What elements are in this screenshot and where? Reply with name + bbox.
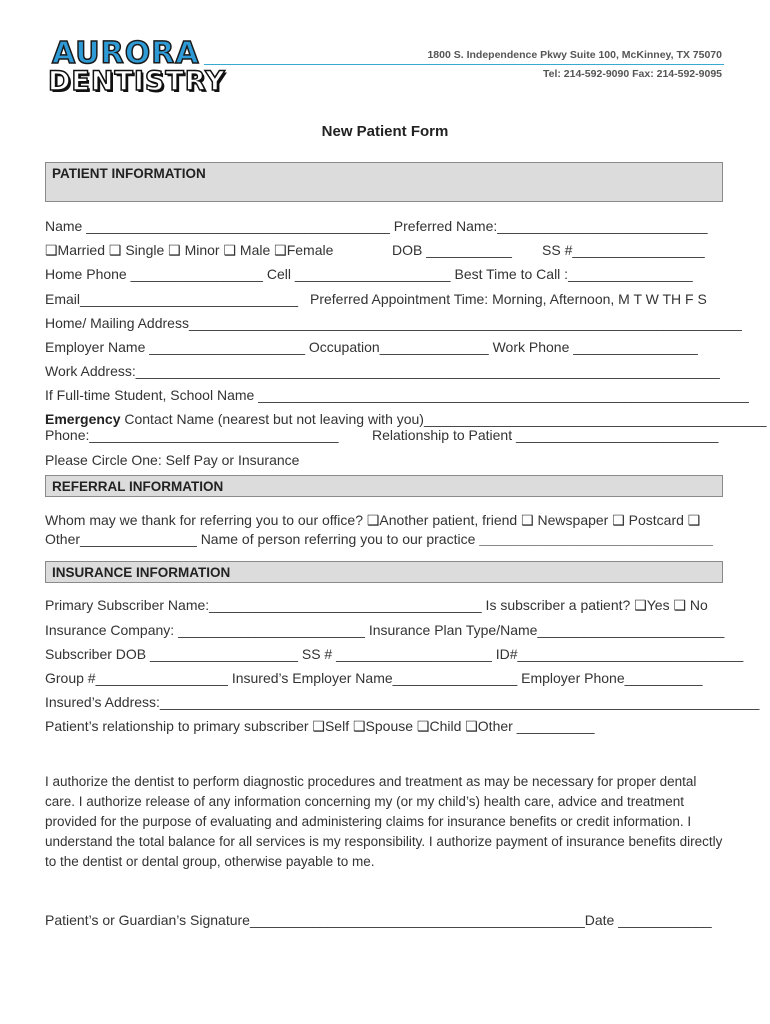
name-field-line[interactable]: Name _______________________________________ Preferred Name:___________________________: [45, 218, 708, 234]
referral-name-field[interactable]: [45, 531, 713, 548]
emergency-contact-text: Contact Name (nearest but not leaving with you)____________________________________________: [120, 411, 767, 427]
emergency-phone-field[interactable]: Phone:________________________________: [45, 427, 339, 443]
section-title: PATIENT INFORMATION: [52, 166, 206, 181]
referral-information-header: [45, 475, 723, 497]
aurora-dentistry-logo: [48, 36, 226, 98]
referral-source-checkboxes[interactable]: Whom may we thank for referring you to our office? ❑Another patient, friend ❑ Newspaper ❑ Postcard ❑: [45, 512, 701, 528]
insurance-information-header: [45, 561, 723, 583]
mailing-address-field[interactable]: Home/ Mailing Address_______________________________________________________________________: [45, 315, 742, 331]
group-employer-field[interactable]: Group #_________________ Insured’s Employer Name________________ Employer Phone__________: [45, 670, 703, 686]
practice-contact: Tel: 214-592-9090 Fax: 214-592-9095: [542, 68, 722, 80]
subscriber-dob-field[interactable]: Subscriber DOB ___________________ SS # ____________________ ID#_____________________________: [45, 646, 744, 662]
insured-address-field[interactable]: Insured’s Address:_____________________________________________________________________________: [45, 694, 760, 710]
emergency-relationship-field[interactable]: Relationship to Patient __________________________: [372, 427, 719, 443]
section-title: REFERRAL INFORMATION: [52, 479, 224, 494]
marital-gender-checkboxes[interactable]: ❑Married ❑ Single ❑ Minor ❑ Male ❑Female: [45, 242, 334, 258]
practice-address: 1800 S. Independence Pkwy Suite 100, McKinney, TX 75070: [427, 49, 722, 61]
emergency-label: Emergency: [45, 411, 121, 427]
form-title: New Patient Form: [321, 123, 449, 140]
header-divider: [204, 64, 724, 65]
referral-name-blank: ______________________________: [479, 531, 713, 547]
subscriber-relationship-checkboxes[interactable]: Patient’s relationship to primary subscriber ❑Self ❑Spouse ❑Child ❑Other __________: [45, 718, 595, 734]
logo-dentistry-text: DENTISTRY: [48, 66, 226, 97]
primary-subscriber-field[interactable]: Primary Subscriber Name:___________________________________ Is subscriber a patient? ❑Yes ❑ No: [45, 597, 708, 613]
patient-information-header: [45, 162, 723, 202]
ss-field[interactable]: SS #_________________: [542, 242, 705, 258]
email-field[interactable]: Email____________________________: [45, 291, 299, 307]
referral-name-label: Other_______________ Name of person referring you to our practice: [45, 531, 480, 547]
preferred-appointment-time[interactable]: Preferred Appointment Time: Morning, Afternoon, M T W TH F S: [310, 291, 707, 307]
school-name-field[interactable]: If Full-time Student, School Name _______________________________________________________________: [45, 387, 749, 403]
employer-field-line[interactable]: Employer Name ____________________ Occupation______________ Work Phone ________________: [45, 339, 698, 355]
signature-date-field[interactable]: Patient’s or Guardian’s Signature___________________________________________Date ____________: [45, 912, 712, 928]
payment-type-line[interactable]: Please Circle One: Self Pay or Insurance: [45, 452, 300, 468]
authorization-paragraph: I authorize the dentist to perform diagnostic procedures and treatment as may be necessary for proper dental care. I authorize release of any information concerning my (or my child’s) health care, advice and treatment provided for the purpose of evaluating and administering claims for insurance benefits or credit information. I understand the total balance for all services is my responsibility. I authorize payment of insurance benefits directly to the dentist or dental group, otherwise payable to me.: [45, 774, 723, 869]
insurance-company-field[interactable]: Insurance Company: ________________________ Insurance Plan Type/Name________________________: [45, 622, 725, 638]
emergency-contact-field[interactable]: [45, 411, 767, 428]
phone-field-line[interactable]: Home Phone _________________ Cell ____________________ Best Time to Call :________________: [45, 266, 693, 282]
work-address-field[interactable]: Work Address:___________________________________________________________________________: [45, 363, 720, 379]
logo-aurora-text: AURORA: [52, 36, 200, 71]
section-title: INSURANCE INFORMATION: [52, 565, 231, 580]
dob-field[interactable]: DOB ___________: [392, 242, 512, 258]
